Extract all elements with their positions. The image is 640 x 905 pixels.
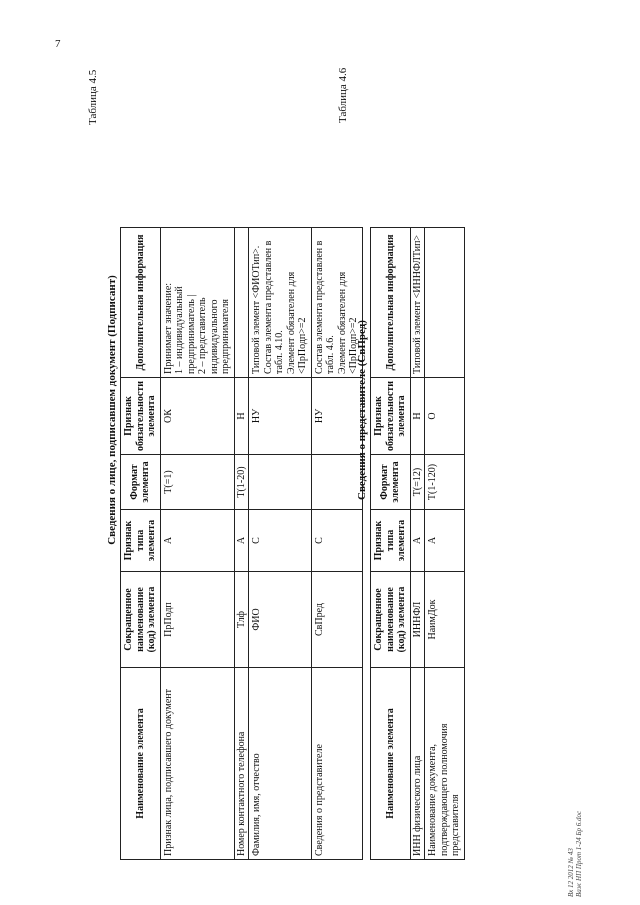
header-cell: Признак типа элемента	[121, 510, 161, 572]
header-cell: Признак типа элемента	[371, 510, 411, 572]
table-representative	[370, 227, 465, 860]
cell-name: ИНН физического лица	[410, 668, 425, 860]
cell-name: Фамилия, имя, отчество	[249, 668, 312, 860]
header-cell: Дополнительная информация	[121, 227, 161, 377]
header-cell: Формат элемента	[371, 455, 411, 510]
table-row	[234, 227, 249, 859]
header-cell: Сокращенное наименование (код) элемента	[371, 572, 411, 668]
cell-required: НУ	[311, 377, 362, 454]
cell-type: С	[249, 510, 312, 572]
cell-type: А	[410, 510, 425, 572]
table-row	[249, 227, 312, 859]
table-row	[410, 227, 425, 859]
cell-required: О	[425, 377, 465, 454]
table-title: Сведения о представителе (СвПред)	[356, 320, 368, 500]
cell-info	[160, 227, 234, 377]
info-line: Элемент обязателен для <ПрПодп>=2	[285, 271, 308, 374]
cell-code: СвПред	[311, 572, 362, 668]
cell-format: T(=12)	[410, 455, 425, 510]
header-cell: Сокращенное наименование (код) элемента	[121, 572, 161, 668]
cell-format	[249, 455, 312, 510]
cell-required: ОК	[160, 377, 234, 454]
cell-code: ИННФЛ	[410, 572, 425, 668]
header-cell: Наименование элемента	[371, 668, 411, 860]
info-line: Типовой элемент <ИННФЛТип>	[411, 234, 423, 374]
cell-required: Н	[234, 377, 249, 454]
table-label: Таблица 4.6	[337, 67, 349, 123]
cell-info	[410, 227, 425, 377]
cell-name: Наименование документа, подтверждающего полномочия представителя	[425, 668, 465, 860]
table-title: Сведения о лице, подписавшем документ (Подписант)	[106, 275, 118, 545]
cell-type: А	[234, 510, 249, 572]
cell-required: Н	[410, 377, 425, 454]
info-line: 1 – индивидуальный предприниматель |	[174, 286, 197, 374]
cell-info	[311, 227, 362, 377]
header-cell: Признак обязательности элемента	[371, 377, 411, 454]
cell-name: Признак лица, подписавшего документ	[160, 668, 234, 860]
cell-format: T(1-20)	[234, 455, 249, 510]
table-label: Таблица 4.5	[87, 69, 99, 125]
cell-info	[234, 227, 249, 377]
footer-line: Вх 12 2012 № 43	[567, 848, 575, 897]
cell-code: ПрПодп	[160, 572, 234, 668]
cell-type: С	[311, 510, 362, 572]
cell-type: А	[160, 510, 234, 572]
cell-info	[249, 227, 312, 377]
header-cell: Наименование элемента	[121, 668, 161, 860]
cell-code: Тлф	[234, 572, 249, 668]
table-row	[425, 227, 465, 859]
info-line: Принимает значение:	[162, 282, 174, 374]
footer-note	[568, 811, 583, 897]
info-line: Состав элемента представлен в табл. 4.6.	[313, 240, 336, 374]
cell-name: Сведения о представителе	[311, 668, 362, 860]
info-line: Элемент обязателен для <ПрПодп>=2	[336, 271, 359, 374]
table-header-row	[371, 227, 411, 859]
header-cell: Дополнительная информация	[371, 227, 411, 377]
cell-type: А	[425, 510, 465, 572]
table-header-row	[121, 227, 161, 859]
table-row	[311, 227, 362, 859]
cell-required: НУ	[249, 377, 312, 454]
header-cell: Формат элемента	[121, 455, 161, 510]
cell-code: НаимДок	[425, 572, 465, 668]
header-cell: Признак обязательности элемента	[121, 377, 161, 454]
page-number: 7	[55, 38, 61, 50]
cell-code: ФИО	[249, 572, 312, 668]
footer-line: Важ НП Прот 1-24 Бр 6.doc	[574, 810, 583, 897]
cell-format: T(1-120)	[425, 455, 465, 510]
cell-format: T(=1)	[160, 455, 234, 510]
table-row	[160, 227, 234, 859]
info-line: Типовой элемент <ФИОТип>.	[251, 245, 262, 374]
table-signatory	[120, 227, 363, 860]
info-line: Состав элемента представлен в табл. 4.10.	[262, 240, 285, 374]
cell-format	[311, 455, 362, 510]
cell-name: Номер контактного телефона	[234, 668, 249, 860]
info-line: 2 – представитель индивидуального предпринимателя	[197, 297, 231, 374]
cell-info	[425, 227, 465, 377]
